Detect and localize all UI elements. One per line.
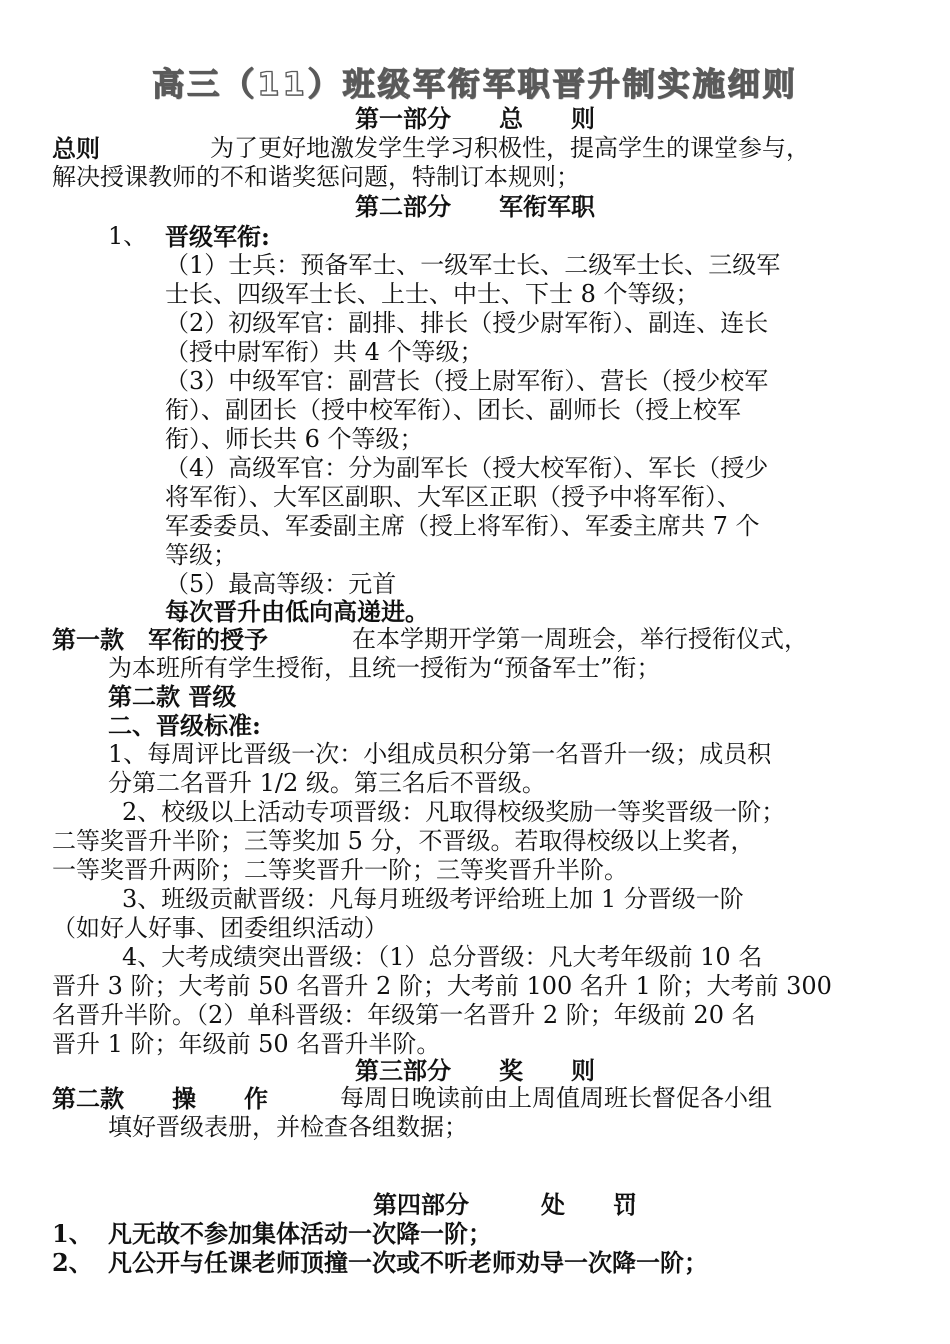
rank-line: （5）最高等级：元首 [165,570,397,598]
standard-line: 分第二名晋升 1/2 级。第三名后不晋级。 [108,769,546,797]
clause1-text: 在本学期开学第一周班会，举行授衔仪式， [352,625,808,653]
part2-heading: 第二部分 军衔军职 [355,192,595,221]
standard-line: 名晋升半阶。（2）单科晋级：年级第一名晋升 2 阶；年级前 20 名 [52,1001,756,1029]
standard-line: 3、班级贡献晋级：凡每月班级考评给班上加 1 分晋级一阶 [122,885,744,913]
clause2-label: 第二款 晋级 [108,682,237,711]
progress-note: 每次晋升由低向高递进。 [165,597,429,626]
standards-heading: 二、晋级标准: [108,711,261,740]
item1-number: 1、 [108,222,148,250]
standard-line: （如好人好事、团委组织活动） [52,914,388,942]
rank-line: （4）高级军官：分为副军长（授大校军衔）、军长（授少 [165,454,769,482]
rank-line: 将军衔）、大军区副职、大军区正职（授予中将军衔）、 [165,483,741,511]
rank-line: 等级； [165,541,237,569]
penalty-number: 2、 [52,1248,93,1277]
general-text-line-1: 为了更好地激发学生学习积极性，提高学生的课堂参与， [210,134,810,162]
standard-line: 晋升 1 阶；年级前 50 名晋升半阶。 [52,1030,441,1058]
part4-heading: 第四部分 处 罚 [373,1190,637,1219]
part3-heading: 第三部分 奖 则 [355,1056,595,1085]
rank-line: 衔）、副团长（授中校军衔）、团长、副师长（授上校军 [165,396,741,424]
operation-clause-label: 第二款 操 作 [52,1084,268,1113]
standard-line: 一等奖晋升两阶；二等奖晋升一阶；三等奖晋升半阶。 [52,856,628,884]
rank-line: 军委委员、军委副主席（授上将军衔）、军委主席共 7 个 [165,512,760,540]
operation-clause-continuation: 填好晋级表册，并检查各组数据； [108,1113,468,1141]
rank-line: （3）中级军官：副营长（授上尉军衔）、营长（授少校军 [165,367,769,395]
clause1-continuation: 为本班所有学生授衔，且统一授衔为“预备军士”衔； [108,654,661,682]
standard-line: 晋升 3 阶；大考前 50 名晋升 2 阶；大考前 100 名升 1 阶；大考前 300 [52,972,832,1000]
document-title: 高三（11）班级军衔军职晋升制实施细则 [152,65,798,103]
rank-line: 衔）、师长共 6 个等级； [165,425,424,453]
item1-title: 晋级军衔: [165,222,270,251]
penalty-text: 凡无故不参加集体活动一次降一阶； [108,1219,492,1248]
penalty-number: 1、 [52,1219,93,1248]
rank-line: 士长、四级军士长、上士、中士、下士 8 个等级； [165,280,700,308]
part1-heading: 第一部分 总 则 [355,104,595,133]
standard-line: 1、每周评比晋级一次：小组成员积分第一名晋升一级；成员积 [108,740,772,768]
general-text-line-2: 解决授课教师的不和谐奖惩问题，特制订本规则； [52,163,580,191]
general-label: 总则 [52,134,100,163]
standard-line: 4、大考成绩突出晋级：（1）总分晋级：凡大考年级前 10 名 [122,943,763,971]
operation-clause-text: 每周日晚读前由上周值周班长督促各小组 [340,1084,772,1112]
standard-line: 二等奖晋升半阶；三等奖加 5 分，不晋级。若取得校级以上奖者， [52,827,755,855]
penalty-text: 凡公开与任课老师顶撞一次或不听老师劝导一次降一阶； [108,1248,708,1277]
clause1-label: 第一款 军衔的授予 [52,625,268,654]
standard-line: 2、校级以上活动专项晋级：凡取得校级奖励一等奖晋级一阶； [122,798,786,826]
rank-line: （授中尉军衔）共 4 个等级； [165,338,484,366]
rank-line: （2）初级军官：副排、排长（授少尉军衔）、副连、连长 [165,309,769,337]
rank-line: （1）士兵：预备军士、一级军士长、二级军士长、三级军 [165,251,781,279]
